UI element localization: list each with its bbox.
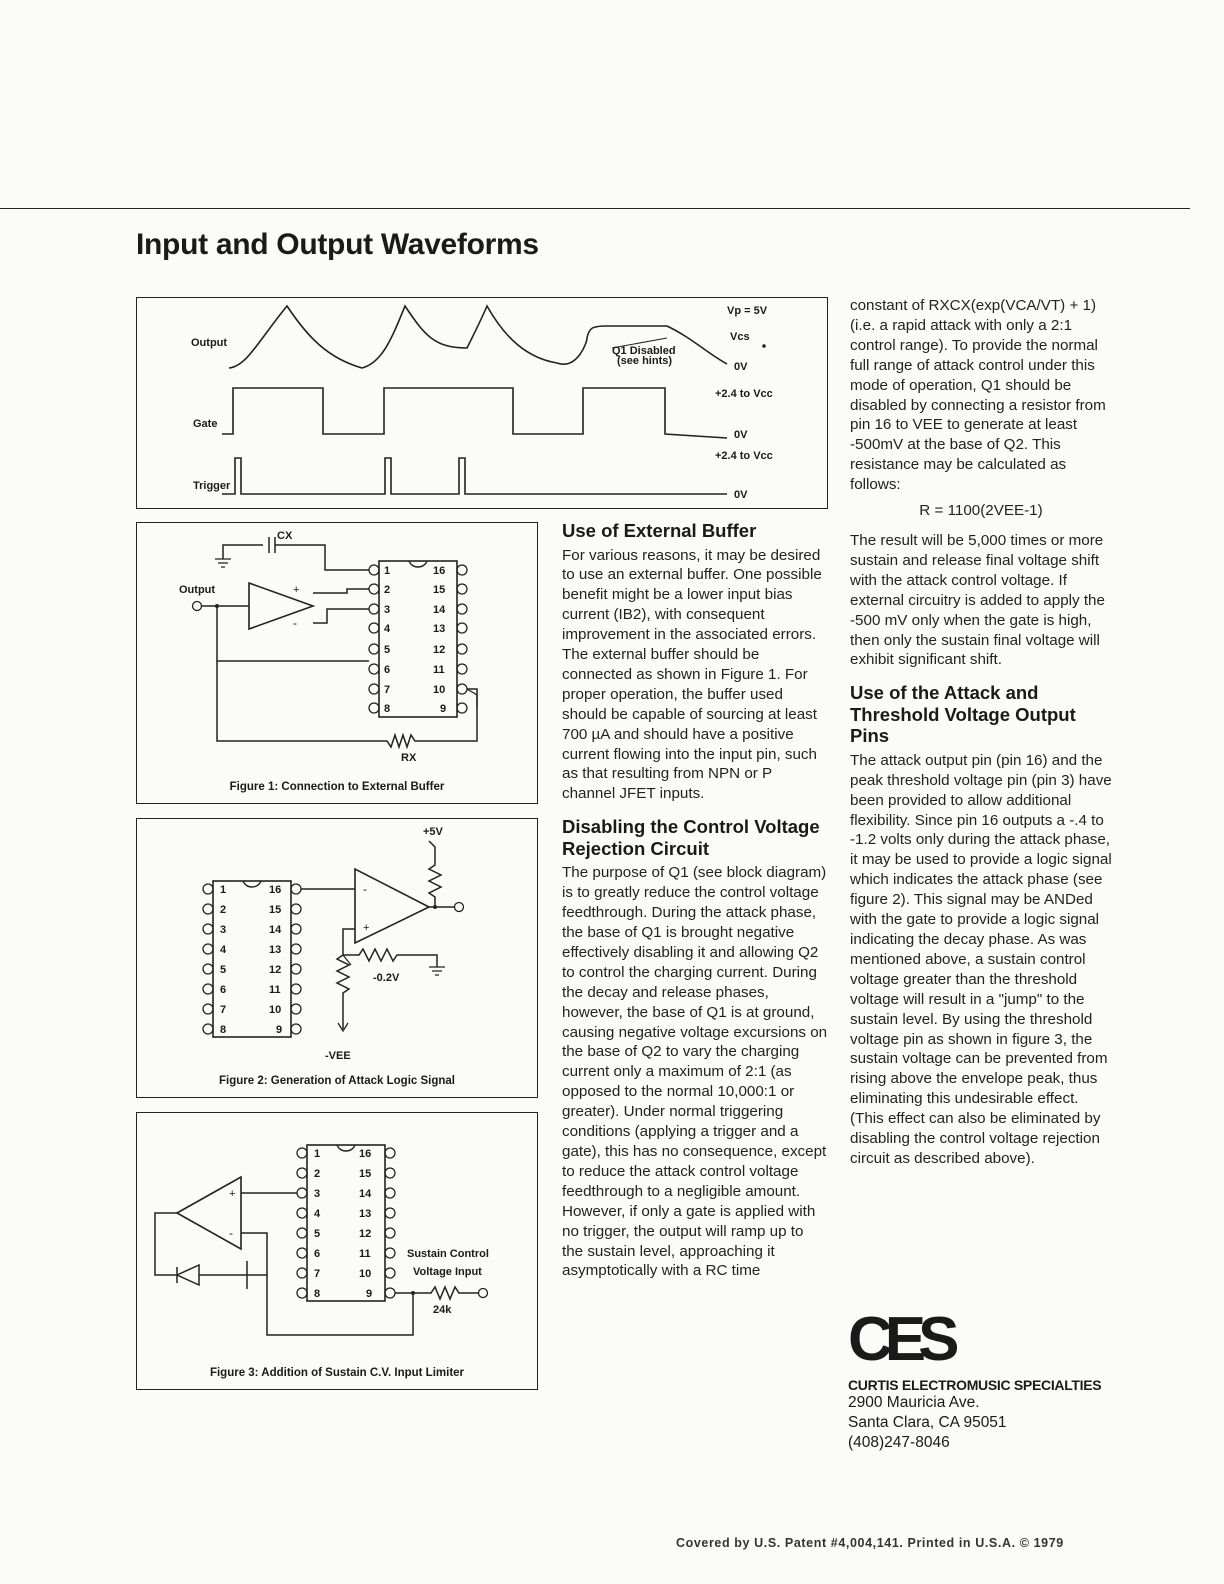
f1-pin-14: 14 xyxy=(433,604,446,616)
f2-pin-2: 2 xyxy=(220,904,227,916)
waveform-svg xyxy=(137,298,827,508)
f3-resistor-label: 24k xyxy=(433,1304,452,1316)
f1-pin-5: 5 xyxy=(384,644,391,656)
svg-text:-: - xyxy=(293,616,297,630)
f3-pin-8: 8 xyxy=(314,1288,321,1300)
f1-cap-label: CX xyxy=(277,530,293,542)
section-attack-threshold-heading: Use of the Attack and Threshold Voltage Output Pins xyxy=(850,682,1076,747)
f2-pin-11: 11 xyxy=(269,984,281,996)
q1-disabled-note: Q1 Disabled xyxy=(612,345,676,357)
f1-pin-12: 12 xyxy=(433,644,446,656)
f2-pin-8: 8 xyxy=(220,1024,227,1036)
f3-pin-12: 12 xyxy=(359,1228,372,1240)
f2-pin-12: 12 xyxy=(269,964,282,976)
f2-pin-1: 1 xyxy=(220,884,227,896)
f3-pin-15: 15 xyxy=(359,1168,372,1180)
f2-vee: -VEE xyxy=(325,1050,351,1062)
vcs-level: Vcs xyxy=(730,331,750,343)
waveform-figure xyxy=(136,297,828,509)
gate-zero-level: 0V xyxy=(734,429,748,441)
figure-2-schematic xyxy=(137,819,537,1077)
f3-pin-14: 14 xyxy=(359,1188,372,1200)
f1-pin-10: 10 xyxy=(433,684,446,696)
svg-text:-: - xyxy=(229,1226,233,1240)
result-text: The result will be 5,000 times or more sustain and release final voltage shift with the attack control voltage. If external circuitry is added to apply the -500 mV only when the gate is high, then only the sustain final voltage will exhibit significant shift. xyxy=(850,531,1105,669)
f1-pin-7: 7 xyxy=(384,684,391,696)
f3-pin-10: 10 xyxy=(359,1268,372,1280)
figure-3 xyxy=(136,1112,538,1390)
company-phone: (408)247-8046 xyxy=(848,1434,950,1451)
f3-pin-16: 16 xyxy=(359,1148,372,1160)
f2-pin-10: 10 xyxy=(269,1004,282,1016)
f2-pin-13: 13 xyxy=(269,944,282,956)
resistance-equation: R = 1100(2VEE-1) xyxy=(919,502,1043,520)
section-disabling-text: The purpose of Q1 (see block diagram) is to greatly reduce the control voltage feedthrough. During the attack phase, the base of Q1 is brought negative effectively disabling it and allowing Q2 to control the charging current. During the decay and release phases, however, the base of Q1 is at ground, causing negative voltage excursions on the base of Q2 to vary the charging current only a maximum of 2:1 (as opposed to the normal 10,000:1 or greater). Under normal triggering conditions (applying a trigger and a gate), this has no consequence, except to reduce the attack control voltage feedthrough to a negligible amount. However, if only a gate is applied with no trigger, the output will ramp up to the sustain level, approaching it asymptotically with a RC time xyxy=(562,864,828,1280)
company-address-2: Santa Clara, CA 95051 xyxy=(848,1414,1007,1431)
f1-resistor-label: RX xyxy=(401,752,417,764)
middle-column xyxy=(562,520,828,1293)
figure-1-caption: Figure 1: Connection to External Buffer xyxy=(229,781,445,793)
footer-note: Covered by U.S. Patent #4,004,141. Printed in U.S.A. © 1979 xyxy=(676,1536,1064,1550)
f1-pin-9: 9 xyxy=(440,703,447,715)
company-logo-text: CES xyxy=(848,1306,952,1370)
svg-text:+: + xyxy=(293,584,300,596)
section-external-buffer-heading: Use of External Buffer xyxy=(562,520,757,541)
page-title: Input and Output Waveforms xyxy=(136,228,539,261)
f1-pin-6: 6 xyxy=(384,664,391,676)
f1-pin-2: 2 xyxy=(384,584,391,596)
figure-3-caption: Figure 3: Addition of Sustain C.V. Input Limiter xyxy=(209,1367,465,1379)
figure-2-caption: Figure 2: Generation of Attack Logic Signal xyxy=(219,1075,455,1087)
f1-pin-8: 8 xyxy=(384,703,391,715)
f1-pin-3: 3 xyxy=(384,604,391,616)
f3-input-label-1: Sustain Control xyxy=(407,1248,489,1260)
f1-pin-16: 16 xyxy=(433,565,446,577)
f3-pin-6: 6 xyxy=(314,1248,321,1260)
f1-output-label: Output xyxy=(179,584,216,596)
f3-pin-11: 11 xyxy=(359,1248,371,1260)
vp-level: Vp = 5V xyxy=(727,305,768,317)
figure-2 xyxy=(136,818,538,1098)
continued-text: constant of RXCX(exp(VCA/VT) + 1) (i.e. a rapid attack with only a 2:1 control range). To provide the normal full range of attack control under this mode of operation, Q1 should be disabled by connecting a resistor from pin 16 to VEE to generate at least -500mV at the base of Q2. This resistance may be calculated as follows: xyxy=(850,297,1106,494)
trigger-zero-level: 0V xyxy=(734,489,748,501)
svg-text:+: + xyxy=(229,1188,236,1200)
f2-pin-7: 7 xyxy=(220,1004,227,1016)
top-rule xyxy=(0,208,1190,209)
svg-text:+: + xyxy=(363,922,370,934)
output-label: Output xyxy=(191,337,228,349)
section-attack-threshold-text: The attack output pin (pin 16) and the peak threshold voltage pin (pin 3) have been provided to allow additional flexibility. Since pin 16 outputs a -.4 to -1.2 volts only during the attack phase, it may be used to provide a logic signal which indicates the attack phase (see figure 2). This signal may be ANDed with the gate to provide a logic signal indicating the decay phase. As was mentioned above, a sustain control voltage greater than the threshold voltage will result in a "jump" to the sustain level. By using the threshold voltage pin as shown in figure 3, the sustain voltage can be prevented from rising above the envelope peak, thus eliminating this undesirable effect. (This effect can also be eliminated by disabling the control voltage rejection circuit as described above). xyxy=(850,751,1112,1167)
f3-pin-9: 9 xyxy=(366,1288,373,1300)
right-column xyxy=(850,296,1112,1181)
company-logo xyxy=(848,1306,978,1370)
gate-waveform xyxy=(222,388,727,438)
trigger-label: Trigger xyxy=(193,480,231,492)
f3-pin-1: 1 xyxy=(314,1148,321,1160)
f3-pin-13: 13 xyxy=(359,1208,372,1220)
f2-supply: +5V xyxy=(423,826,443,838)
f2-pin-3: 3 xyxy=(220,924,227,936)
f1-pin-1: 1 xyxy=(384,565,391,577)
f3-pin-5: 5 xyxy=(314,1228,321,1240)
f2-pin-5: 5 xyxy=(220,964,227,976)
output-zero-level: 0V xyxy=(734,361,748,373)
trigger-waveform xyxy=(222,458,727,494)
trigger-high-level: +2.4 to Vcc xyxy=(715,450,773,462)
see-hints-note: (see hints) xyxy=(617,355,673,367)
f3-pin-7: 7 xyxy=(314,1268,321,1280)
f1-pin-11: 11 xyxy=(433,664,445,676)
f2-pin-14: 14 xyxy=(269,924,282,936)
f1-pin-13: 13 xyxy=(433,623,446,635)
company-address-1: 2900 Mauricia Ave. xyxy=(848,1394,980,1411)
figure-1-schematic xyxy=(137,523,537,785)
f2-pin-16: 16 xyxy=(269,884,282,896)
figure-3-schematic xyxy=(137,1113,537,1365)
f1-pin-4: 4 xyxy=(384,623,391,635)
f2-ref: -0.2V xyxy=(373,972,400,984)
gate-high-level: +2.4 to Vcc xyxy=(715,388,773,400)
f1-pin-15: 15 xyxy=(433,584,446,596)
figure-1 xyxy=(136,522,538,804)
f2-pin-9: 9 xyxy=(276,1024,283,1036)
f2-pin-6: 6 xyxy=(220,984,227,996)
f3-input-label-2: Voltage Input xyxy=(413,1266,482,1278)
section-disabling-heading: Disabling the Control Voltage Rejection Circuit xyxy=(562,816,820,859)
company-name: CURTIS ELECTROMUSIC SPECIALTIES xyxy=(848,1377,1102,1393)
company-block xyxy=(848,1306,1188,1453)
svg-text:-: - xyxy=(363,882,367,896)
f2-pin-4: 4 xyxy=(220,944,227,956)
f2-pin-15: 15 xyxy=(269,904,282,916)
section-external-buffer-text: For various reasons, it may be desired to use an external buffer. One possible benefit might be a lower input bias current (IB2), with consequent improvement in the associated errors. The external buffer should be connected as shown in Figure 1. For proper operation, the buffer used should be capable of sourcing at least 700 µA and should have a positive current flowing into the input pin, such as that resulting from NPN or P channel JFET inputs. xyxy=(562,546,822,803)
f3-pin-2: 2 xyxy=(314,1168,321,1180)
f3-pin-4: 4 xyxy=(314,1208,321,1220)
gate-label: Gate xyxy=(193,418,218,430)
f3-pin-3: 3 xyxy=(314,1188,321,1200)
